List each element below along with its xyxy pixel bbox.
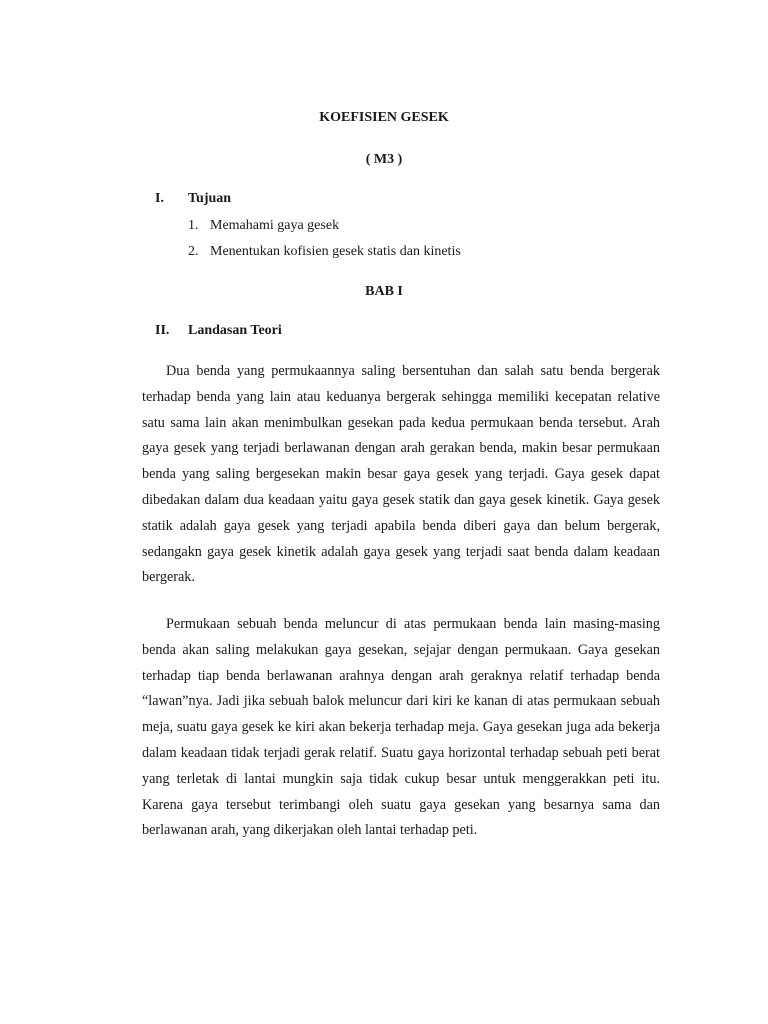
document-title: KOEFISIEN GESEK: [319, 110, 449, 125]
list-item-text: Menentukan kofisien gesek statis dan kinetis: [210, 244, 461, 259]
document-code: ( M3 ): [365, 152, 403, 167]
paragraph: Permukaan sebuah benda meluncur di atas permukaan benda lain masing-masing benda akan saling melakukan gaya gesekan, sejajar dengan permukaan. Gaya gesekan terhadap tiap benda berlawanan arahnya dengan arah geraknya relatif terhadap benda “lawan”nya. Jadi jika sebuah balok meluncur dari kiri ke kanan di atas permukaan sebuah meja, suatu gaya gesek ke kiri akan bekerja terhadap meja. Gaya gesekan juga ada bekerja dalam keadaan tidak terjadi gerak relatif. Suatu gaya horizontal terhadap sebuah peti berat yang terletak di lantai mungkin saja tidak cukup besar untuk menggerakkan peti itu. Karena gaya tersebut terimbangi oleh suatu gaya gesekan yang besarnya sama dan berlawanan arah, yang dikerjakan oleh lantai terhadap peti.: [142, 616, 660, 839]
list-item-text: Memahami gaya gesek: [210, 218, 340, 233]
list-item-number: 2.: [188, 244, 199, 259]
chapter-heading: BAB I: [365, 284, 403, 299]
paragraph: Dua benda yang permukaannya saling bersentuhan dan salah satu benda bergerak terhadap benda yang lain atau keduanya bergerak sehingga memiliki kecepatan relative satu sama lain akan menimbulkan gesekan pada kedua permukaan benda tersebut. Arah gaya gesek yang terjadi berlawanan dengan arah gerakan benda, makin besar permukaan benda yang saling bergesekan makin besar gaya gesek yang terjadi. Gaya gesek dapat dibedakan dalam dua keadaan yaitu gaya gesek statik dan gaya gesek kinetik. Gaya gesek statik adalah gaya gesek yang terjadi apabila benda diberi gaya dan belum bergerak, sedangakn gaya gesek kinetik adalah gaya gesek yang terjadi saat benda dalam keadaan bergerak.: [142, 363, 660, 586]
section-title: Tujuan: [188, 191, 232, 206]
section-number: I.: [155, 191, 164, 206]
section-number: II.: [155, 323, 170, 338]
section-title: Landasan Teori: [188, 323, 282, 338]
list-item-number: 1.: [188, 218, 199, 233]
